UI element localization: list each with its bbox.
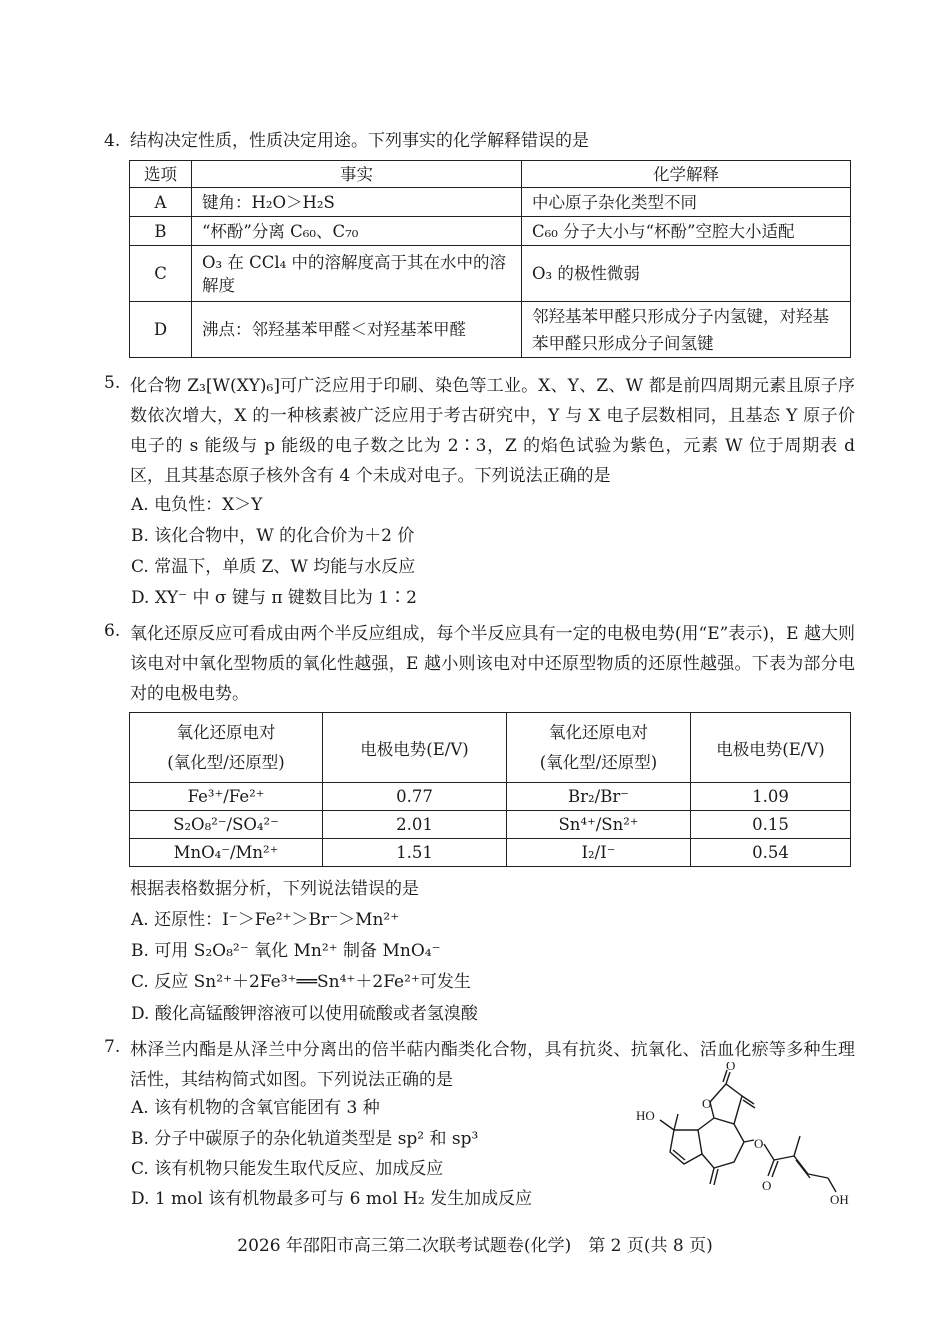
q6-number: 6. [104,621,121,641]
q4-table [129,160,851,358]
q6-option-d: D. 酸化高锰酸钾溶液可以使用硫酸或者氢溴酸 [131,1004,478,1024]
q4-row-a-fact: 键角：H₂O＞H₂S [192,188,522,217]
q6-row2-pair2: Sn⁴⁺/Sn²⁺ [507,811,691,839]
q7-option-a: A. 该有机物的含氧官能团有 3 种 [131,1098,380,1118]
q6-table [129,712,851,867]
q7-option-c: C. 该有机物只能发生取代反应、加成反应 [131,1159,444,1179]
q5-stem: 化合物 Z₃[W(XY)₆]可广泛应用于印刷、染色等工业。X、Y、Z、W 都是前四周期元素且原子序数依次增大，X 的一种核素被广泛应用于考古研究中，Y 与 X 电子层数相同，且基态 Y 原子价电子的 s 能级与 p 能级的电子数之比为 2∶3，Z 的焰色试验为紫色，元素 W 位于周期表 d 区，且其基态原子核外含有 4 个未成对电子。下列说法正确的是 [130,376,855,486]
q5-option-b: B. 该化合物中，W 的化合价为＋2 价 [131,526,415,546]
q5-option-c: C. 常温下，单质 Z、W 均能与水反应 [131,557,416,577]
q6-option-c: C. 反应 Sn²⁺＋2Fe³⁺══Sn⁴⁺＋2Fe²⁺可发生 [131,972,471,992]
q7-number: 7. [104,1037,121,1057]
q7-option-d: D. 1 mol 该有机物最多可与 6 mol H₂ 发生加成反应 [131,1189,533,1209]
q7-structure-label-carbonyl-o: O [726,1062,736,1073]
q6-header-pair-right [507,713,691,783]
q4-row-a-option: A [130,188,192,217]
q6-header-pair-right-line1: 氧化还原电对 [549,722,648,742]
q6-row3-e1: 1.51 [323,839,507,867]
q4-row-c-option: C [130,246,192,302]
q6-row1-e2: 1.09 [691,783,851,811]
q4-row-b-explain: C₆₀ 分子大小与“杯酚”空腔大小适配 [522,217,851,246]
page-footer: 2026 年邵阳市高三第二次联考试题卷(化学) 第 2 页(共 8 页) [237,1236,713,1256]
q6-question: 根据表格数据分析，下列说法错误的是 [130,879,419,899]
q4-row-b-fact: “杯酚”分离 C₆₀、C₇₀ [192,217,522,246]
q6-row3-pair1: MnO₄⁻/Mn²⁺ [130,839,323,867]
q5-option-a: A. 电负性：X＞Y [131,495,263,515]
q6-option-b: B. 可用 S₂O₈²⁻ 氧化 Mn²⁺ 制备 MnO₄⁻ [131,941,441,961]
q6-row2-e2: 0.15 [691,811,851,839]
q7-option-b: B. 分子中碳原子的杂化轨道类型是 sp² 和 sp³ [131,1129,479,1149]
q4-header-option: 选项 [130,161,192,188]
q6-header-pair-left-line2: (氧化型/还原型) [167,752,285,772]
q4-row-d-explain: 邻羟基苯甲醛只形成分子内氢键，对羟基苯甲醛只形成分子间氢键 [522,302,851,358]
q4-row-d-option: D [130,302,192,358]
q4-number: 4. [104,131,121,151]
q6-row2-e1: 2.01 [323,811,507,839]
q6-header-pair-left [130,713,323,783]
q6-header-pair-right-line2: (氧化型/还原型) [539,752,658,772]
q7-structure-label-ring-o: O [702,1096,712,1111]
q6-row1-pair1: Fe³⁺/Fe²⁺ [130,783,323,811]
q6-option-a: A. 还原性：I⁻＞Fe²⁺＞Br⁻＞Mn²⁺ [131,910,400,930]
q6-row1-e1: 0.77 [323,783,507,811]
q4-row-b-option: B [130,217,192,246]
q7-stem: 林泽兰内酯是从泽兰中分离出的倍半萜内酯类化合物，具有抗炎、抗氧化、活血化瘀等多种生理活性，其结构简式如图。下列说法正确的是 [130,1040,855,1090]
q6-header-e-left: 电极电势(E/V) [323,713,507,783]
q4-header-fact: 事实 [192,161,522,188]
q6-row1-pair2: Br₂/Br⁻ [507,783,691,811]
q6-row3-pair2: I₂/I⁻ [507,839,691,867]
q7-structure-diagram [630,1062,855,1212]
q6-row2-pair1: S₂O₈²⁻/SO₄²⁻ [130,811,323,839]
q6-header-pair-left-line1: 氧化还原电对 [176,722,276,742]
q7-structure-label-ho: HO [636,1108,655,1123]
q5-number: 5. [104,373,121,393]
q7-structure-label-ester-carbonyl-o: O [762,1178,772,1193]
q4-row-c-fact: O₃ 在 CCl₄ 中的溶解度高于其在水中的溶解度 [192,246,522,302]
q6-stem: 氧化还原反应可看成由两个半反应组成，每个半反应具有一定的电极电势(用“E”表示)，E 越大则该电对中氧化型物质的氧化性越强，E 越小则该电对中还原型物质的还原性越强。下表为部分电对的电极电势。 [130,624,855,704]
q4-row-d-fact: 沸点：邻羟基苯甲醛＜对羟基苯甲醛 [192,302,522,358]
q4-stem: 结构决定性质，性质决定用途。下列事实的化学解释错误的是 [130,131,589,151]
q5-option-d: D. XY⁻ 中 σ 键与 π 键数目比为 1∶2 [131,588,417,608]
q6-row3-e2: 0.54 [691,839,851,867]
q7-structure-label-oh: OH [830,1192,849,1207]
q4-header-explain: 化学解释 [522,161,851,188]
q6-header-e-right: 电极电势(E/V) [691,713,851,783]
q4-row-a-explain: 中心原子杂化类型不同 [522,188,851,217]
q4-row-c-explain: O₃ 的极性微弱 [522,246,851,302]
q7-structure-label-ester-o: O [754,1136,764,1151]
